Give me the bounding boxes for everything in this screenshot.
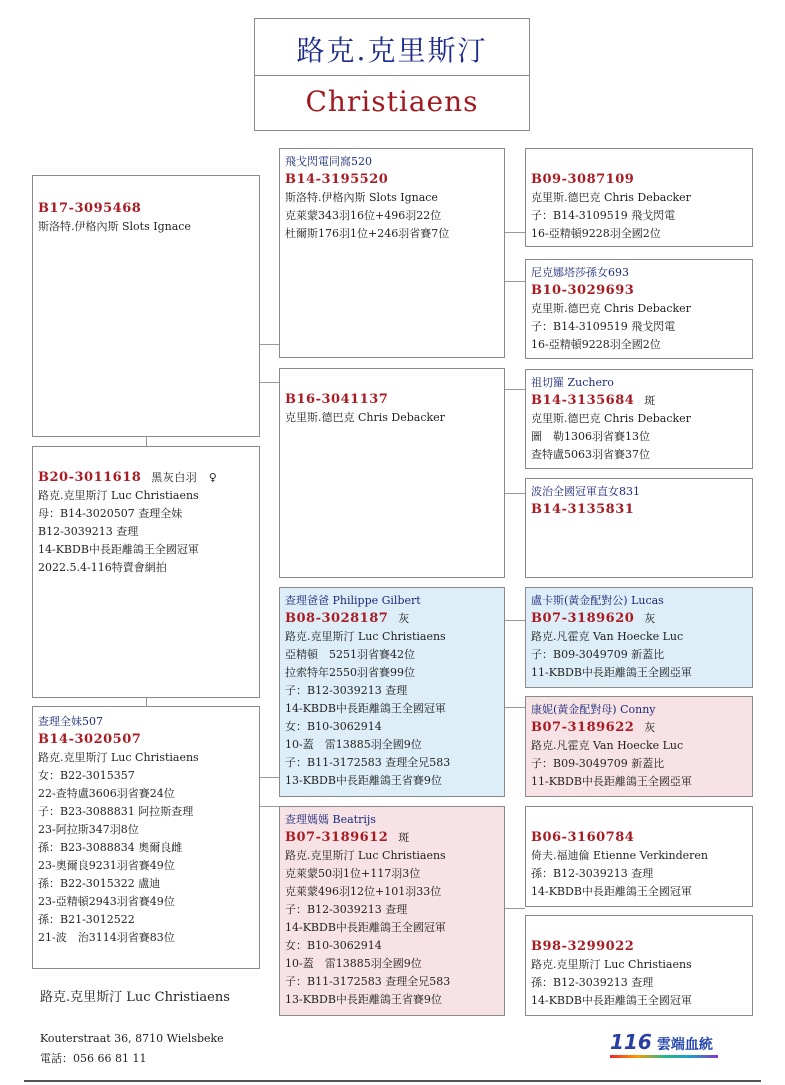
bird-line: 克里斯.德巴克 Chris Debacker	[285, 411, 445, 424]
bird-line: 11-KBDB中長距離鴿王全國亞軍	[531, 775, 692, 788]
bird-line: 倚夫.福迪倫 Etienne Verkinderen	[531, 849, 709, 862]
subject-ring: B17-3095468	[38, 201, 142, 216]
bird-ring: B07-3189620 灰	[531, 611, 656, 626]
dam-ring: B20-3011618 黑灰白羽 ♀	[38, 470, 218, 485]
logo-number: 116	[610, 1030, 652, 1054]
bird-line: 16-亞精頓9228羽全國2位	[531, 338, 661, 351]
bird-line: 路克.克里斯汀 Luc Christiaens	[38, 751, 199, 764]
bird-line: 圖 勒1306羽省賽13位	[531, 430, 650, 443]
bird-line: 女：B10-3062914	[285, 939, 382, 952]
footer-breeder: 路克.克里斯汀 Luc Christiaens	[40, 990, 230, 1005]
bird-name: 查理媽媽 Beatrijs	[285, 813, 376, 826]
bird-line: 克里斯.德巴克 Chris Debacker	[531, 302, 691, 315]
header-box	[254, 18, 530, 131]
dam-line: 母：B14-3020507 查理全妹	[38, 507, 183, 520]
subject-line-1: 斯洛特.伊格內斯 Slots Ignace	[38, 220, 191, 233]
bird-line: 11-KBDB中長距離鴿王全國亞軍	[531, 666, 692, 679]
bird-name: 查理全妹507	[38, 715, 103, 728]
bird-line: 路克.克里斯汀 Luc Christiaens	[285, 849, 446, 862]
bird-line: 子：B12-3039213 查理	[285, 684, 408, 697]
bird-line: 路克.克里斯汀 Luc Christiaens	[531, 958, 692, 971]
bird-ring: B16-3041137	[285, 392, 389, 407]
bird-line: 14-KBDB中長距離鴿王全國冠軍	[531, 885, 692, 898]
bird-line: 路克.克里斯汀 Luc Christiaens	[285, 630, 446, 643]
bird-ring: B08-3028187 灰	[285, 611, 410, 626]
sd-dam-box	[525, 478, 753, 578]
bird-line: 22-查特盧3606羽省賽24位	[38, 787, 175, 800]
subject-box	[32, 175, 260, 437]
b16-box	[279, 368, 505, 578]
b06-box	[525, 806, 753, 907]
bird-line: 克里斯.德巴克 Chris Debacker	[531, 191, 691, 204]
bird-line: 子：B14-3109519 飛戈閃電	[531, 320, 676, 333]
dam-box	[32, 446, 260, 698]
bird-name: 康妮(黃金配對母) Conny	[531, 703, 656, 716]
bird-line: 孫：B12-3039213 查理	[531, 976, 654, 989]
bird-ring: B06-3160784	[531, 830, 635, 845]
bird-line: 子：B11-3172583 查理全兄583	[285, 756, 451, 769]
b98-box	[525, 915, 753, 1016]
sire-box	[279, 148, 505, 358]
bird-name: 查理爸爸 Philippe Gilbert	[285, 594, 421, 607]
footer-address: Kouterstraat 36, 8710 Wielsbeke	[40, 1032, 224, 1045]
bird-line: 子：B14-3109519 飛戈閃電	[531, 209, 676, 222]
bird-ring: B14-3195520	[285, 172, 389, 187]
bird-ring: B14-3135831	[531, 502, 635, 517]
bird-line: 克萊蒙50羽1位+117羽3位	[285, 867, 421, 880]
bird-ring: B98-3299022	[531, 939, 635, 954]
bird-name: 祖切羅 Zuchero	[531, 376, 614, 389]
ss-dam-box	[525, 259, 753, 359]
bird-line: 16-亞精頓9228羽全國2位	[531, 227, 661, 240]
bird-line: 拉索特年2550羽省賽99位	[285, 666, 415, 679]
bird-line: 杜爾斯176羽1位+246羽省賽7位	[285, 227, 450, 240]
bird-line: 13-KBDB中長距離鴿王省賽9位	[285, 774, 442, 787]
bird-line: 子：B23-3088831 阿拉斯查理	[38, 805, 194, 818]
ss-sire-box	[525, 148, 753, 247]
bird-line: 女：B22-3015357	[38, 769, 135, 782]
bird-ring: B07-3189612 斑	[285, 830, 410, 845]
dam-line: 2022.5.4-116特賣會網拍	[38, 561, 167, 574]
footer-rule	[24, 1080, 761, 1082]
dam-parent-box	[32, 706, 260, 969]
dam-color: 黑灰白羽 ♀	[151, 471, 218, 484]
bird-line: 子：B12-3039213 查理	[285, 903, 408, 916]
bird-line: 23-奧爾良9231羽省賽49位	[38, 859, 175, 872]
bird-name: 盧卡斯(黃金配對公) Lucas	[531, 594, 664, 607]
bird-line: 14-KBDB中長距離鴿王全國冠軍	[285, 921, 446, 934]
bird-line: 21-波 治3114羽省賽83位	[38, 931, 175, 944]
bird-line: 孫：B12-3039213 查理	[531, 867, 654, 880]
bird-ring: B09-3087109	[531, 172, 635, 187]
bird-line: 孫：B22-3015322 盧迪	[38, 877, 161, 890]
beatrijs-box	[279, 806, 505, 1016]
bird-line: 斯洛特.伊格內斯 Slots Ignace	[285, 191, 438, 204]
bird-line: 14-KBDB中長距離鴿王全國冠軍	[285, 702, 446, 715]
bird-line: 13-KBDB中長距離鴿王省賽9位	[285, 993, 442, 1006]
bird-ring: B07-3189622 灰	[531, 720, 656, 735]
bird-line: 14-KBDB中長距離鴿王全國冠軍	[531, 994, 692, 1007]
bird-name: 波治全國冠軍直女831	[531, 485, 640, 498]
bird-line: 孫：B23-3088834 奧爾良雌	[38, 841, 183, 854]
logo-text: 雲端血統	[656, 1037, 713, 1053]
bird-line: 23-亞精頓2943羽省賽49位	[38, 895, 175, 908]
bird-line: 亞精頓 5251羽省賽42位	[285, 648, 415, 661]
bird-line: 10-蓋 雷13885羽全國9位	[285, 738, 422, 751]
logo	[610, 1030, 718, 1058]
bird-line: 路克.凡霍克 Van Hoecke Luc	[531, 630, 684, 643]
bird-line: 克萊蒙496羽12位+101羽33位	[285, 885, 442, 898]
bird-name: 飛戈閃電同窩520	[285, 155, 372, 168]
dam-line: B12-3039213 查理	[38, 525, 139, 538]
bird-line: 路克.凡霍克 Van Hoecke Luc	[531, 739, 684, 752]
bird-ring: B10-3029693	[531, 283, 635, 298]
conny-box	[525, 696, 753, 797]
bird-ring: B14-3020507	[38, 732, 142, 747]
bird-line: 女：B10-3062914	[285, 720, 382, 733]
title-cn: 路克.克里斯汀	[296, 34, 488, 67]
dam-line: 路克.克里斯汀 Luc Christiaens	[38, 489, 199, 502]
bird-line: 子：B09-3049709 新蓋比	[531, 648, 665, 661]
bird-line: 查特盧5063羽省賽37位	[531, 448, 650, 461]
lucas-box	[525, 587, 753, 688]
bird-line: 孫：B21-3012522	[38, 913, 135, 926]
bird-line: 10-蓋 雷13885羽全國9位	[285, 957, 422, 970]
bird-line: 子：B11-3172583 查理全兄583	[285, 975, 451, 988]
bird-name: 尼克娜塔莎孫女693	[531, 266, 629, 279]
bird-line: 克萊蒙343羽16位+496羽22位	[285, 209, 442, 222]
philippe-box	[279, 587, 505, 797]
footer-phone: 電話：056 66 81 11	[40, 1052, 147, 1065]
title-en: Christiaens	[305, 85, 479, 118]
bird-line: 23-阿拉斯347羽8位	[38, 823, 139, 836]
sd-sire-box	[525, 369, 753, 469]
bird-ring: B14-3135684 斑	[531, 393, 656, 408]
bird-line: 克里斯.德巴克 Chris Debacker	[531, 412, 691, 425]
dam-line: 14-KBDB中長距離鴿王全國冠軍	[38, 543, 199, 556]
bird-line: 子：B09-3049709 新蓋比	[531, 757, 665, 770]
